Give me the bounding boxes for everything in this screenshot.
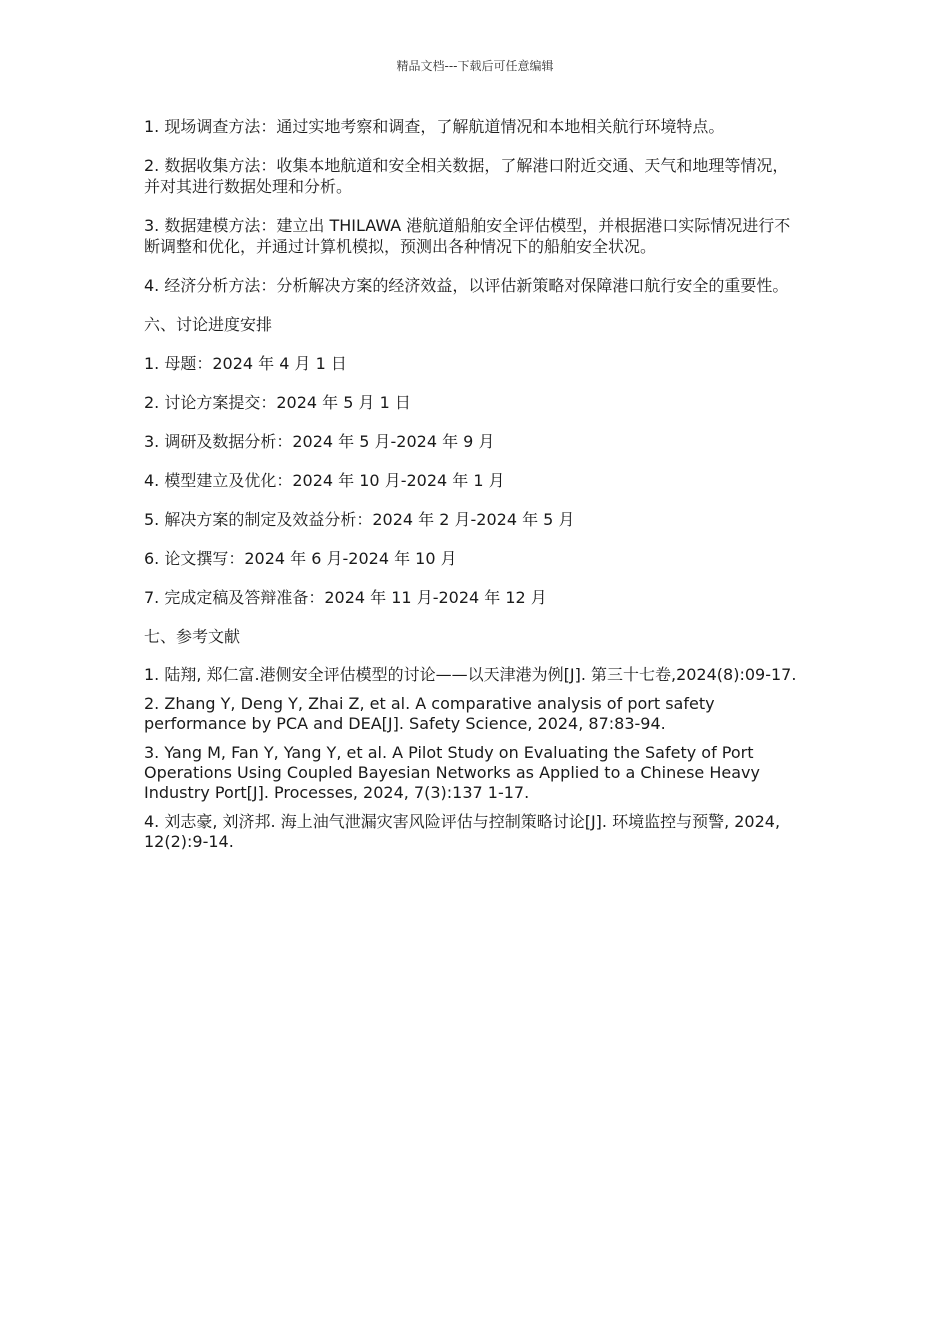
schedule-item-7: 7. 完成定稿及答辩准备：2024 年 11 月-2024 年 12 月	[144, 588, 547, 607]
method-item-1: 1. 现场调查方法：通过实地考察和调查，了解航道情况和本地相关航行环境特点。	[144, 117, 725, 136]
method-item-2: 2. 数据收集方法：收集本地航道和安全相关数据，了解港口附近交通、天气和地理等情况，并对其进行数据处理和分析。	[144, 156, 789, 196]
reference-item-4: 4. 刘志豪, 刘济邦. 海上油气泄漏灾害风险评估与控制策略讨论[J]. 环境监控与预警, 2024, 12(2):9-14.	[144, 812, 781, 851]
method-item-4: 4. 经济分析方法：分析解决方案的经济效益，以评估新策略对保障港口航行安全的重要性。	[144, 276, 789, 295]
reference-item-1: 1. 陆翔, 郑仁富.港侧安全评估模型的讨论——以天津港为例[J]. 第三十七卷,2024(8):09-17.	[144, 665, 797, 684]
schedule-item-1: 1. 母题：2024 年 4 月 1 日	[144, 354, 347, 373]
method-item-3: 3. 数据建模方法：建立出 THILAWA 港航道船舶安全评估模型，并根据港口实际情况进行不断调整和优化，并通过计算机模拟，预测出各种情况下的船舶安全状况。	[144, 216, 791, 256]
section-heading-schedule: 六、讨论进度安排	[144, 315, 273, 334]
document-body	[144, 116, 804, 861]
schedule-item-4: 4. 模型建立及优化：2024 年 10 月-2024 年 1 月	[144, 471, 505, 490]
page-header: 精品文档---下载后可任意编辑	[396, 59, 554, 73]
schedule-item-3: 3. 调研及数据分析：2024 年 5 月-2024 年 9 月	[144, 432, 495, 451]
reference-item-3: 3. Yang M, Fan Y, Yang Y, et al. A Pilot Study on Evaluating the Safety of Port Operations Using Coupled Bayesian Networks as Applied to a Chinese Heavy Industry Port[J]. Processes, 2024, 7(3):137 1-17.	[144, 743, 760, 802]
schedule-item-5: 5. 解决方案的制定及效益分析：2024 年 2 月-2024 年 5 月	[144, 510, 575, 529]
reference-item-2: 2. Zhang Y, Deng Y, Zhai Z, et al. A comparative analysis of port safety performance by PCA and DEA[J]. Safety Science, 2024, 87:83-94.	[144, 694, 715, 733]
section-heading-references: 七、参考文献	[144, 627, 241, 646]
schedule-item-2: 2. 讨论方案提交：2024 年 5 月 1 日	[144, 393, 411, 412]
schedule-item-6: 6. 论文撰写：2024 年 6 月-2024 年 10 月	[144, 549, 457, 568]
